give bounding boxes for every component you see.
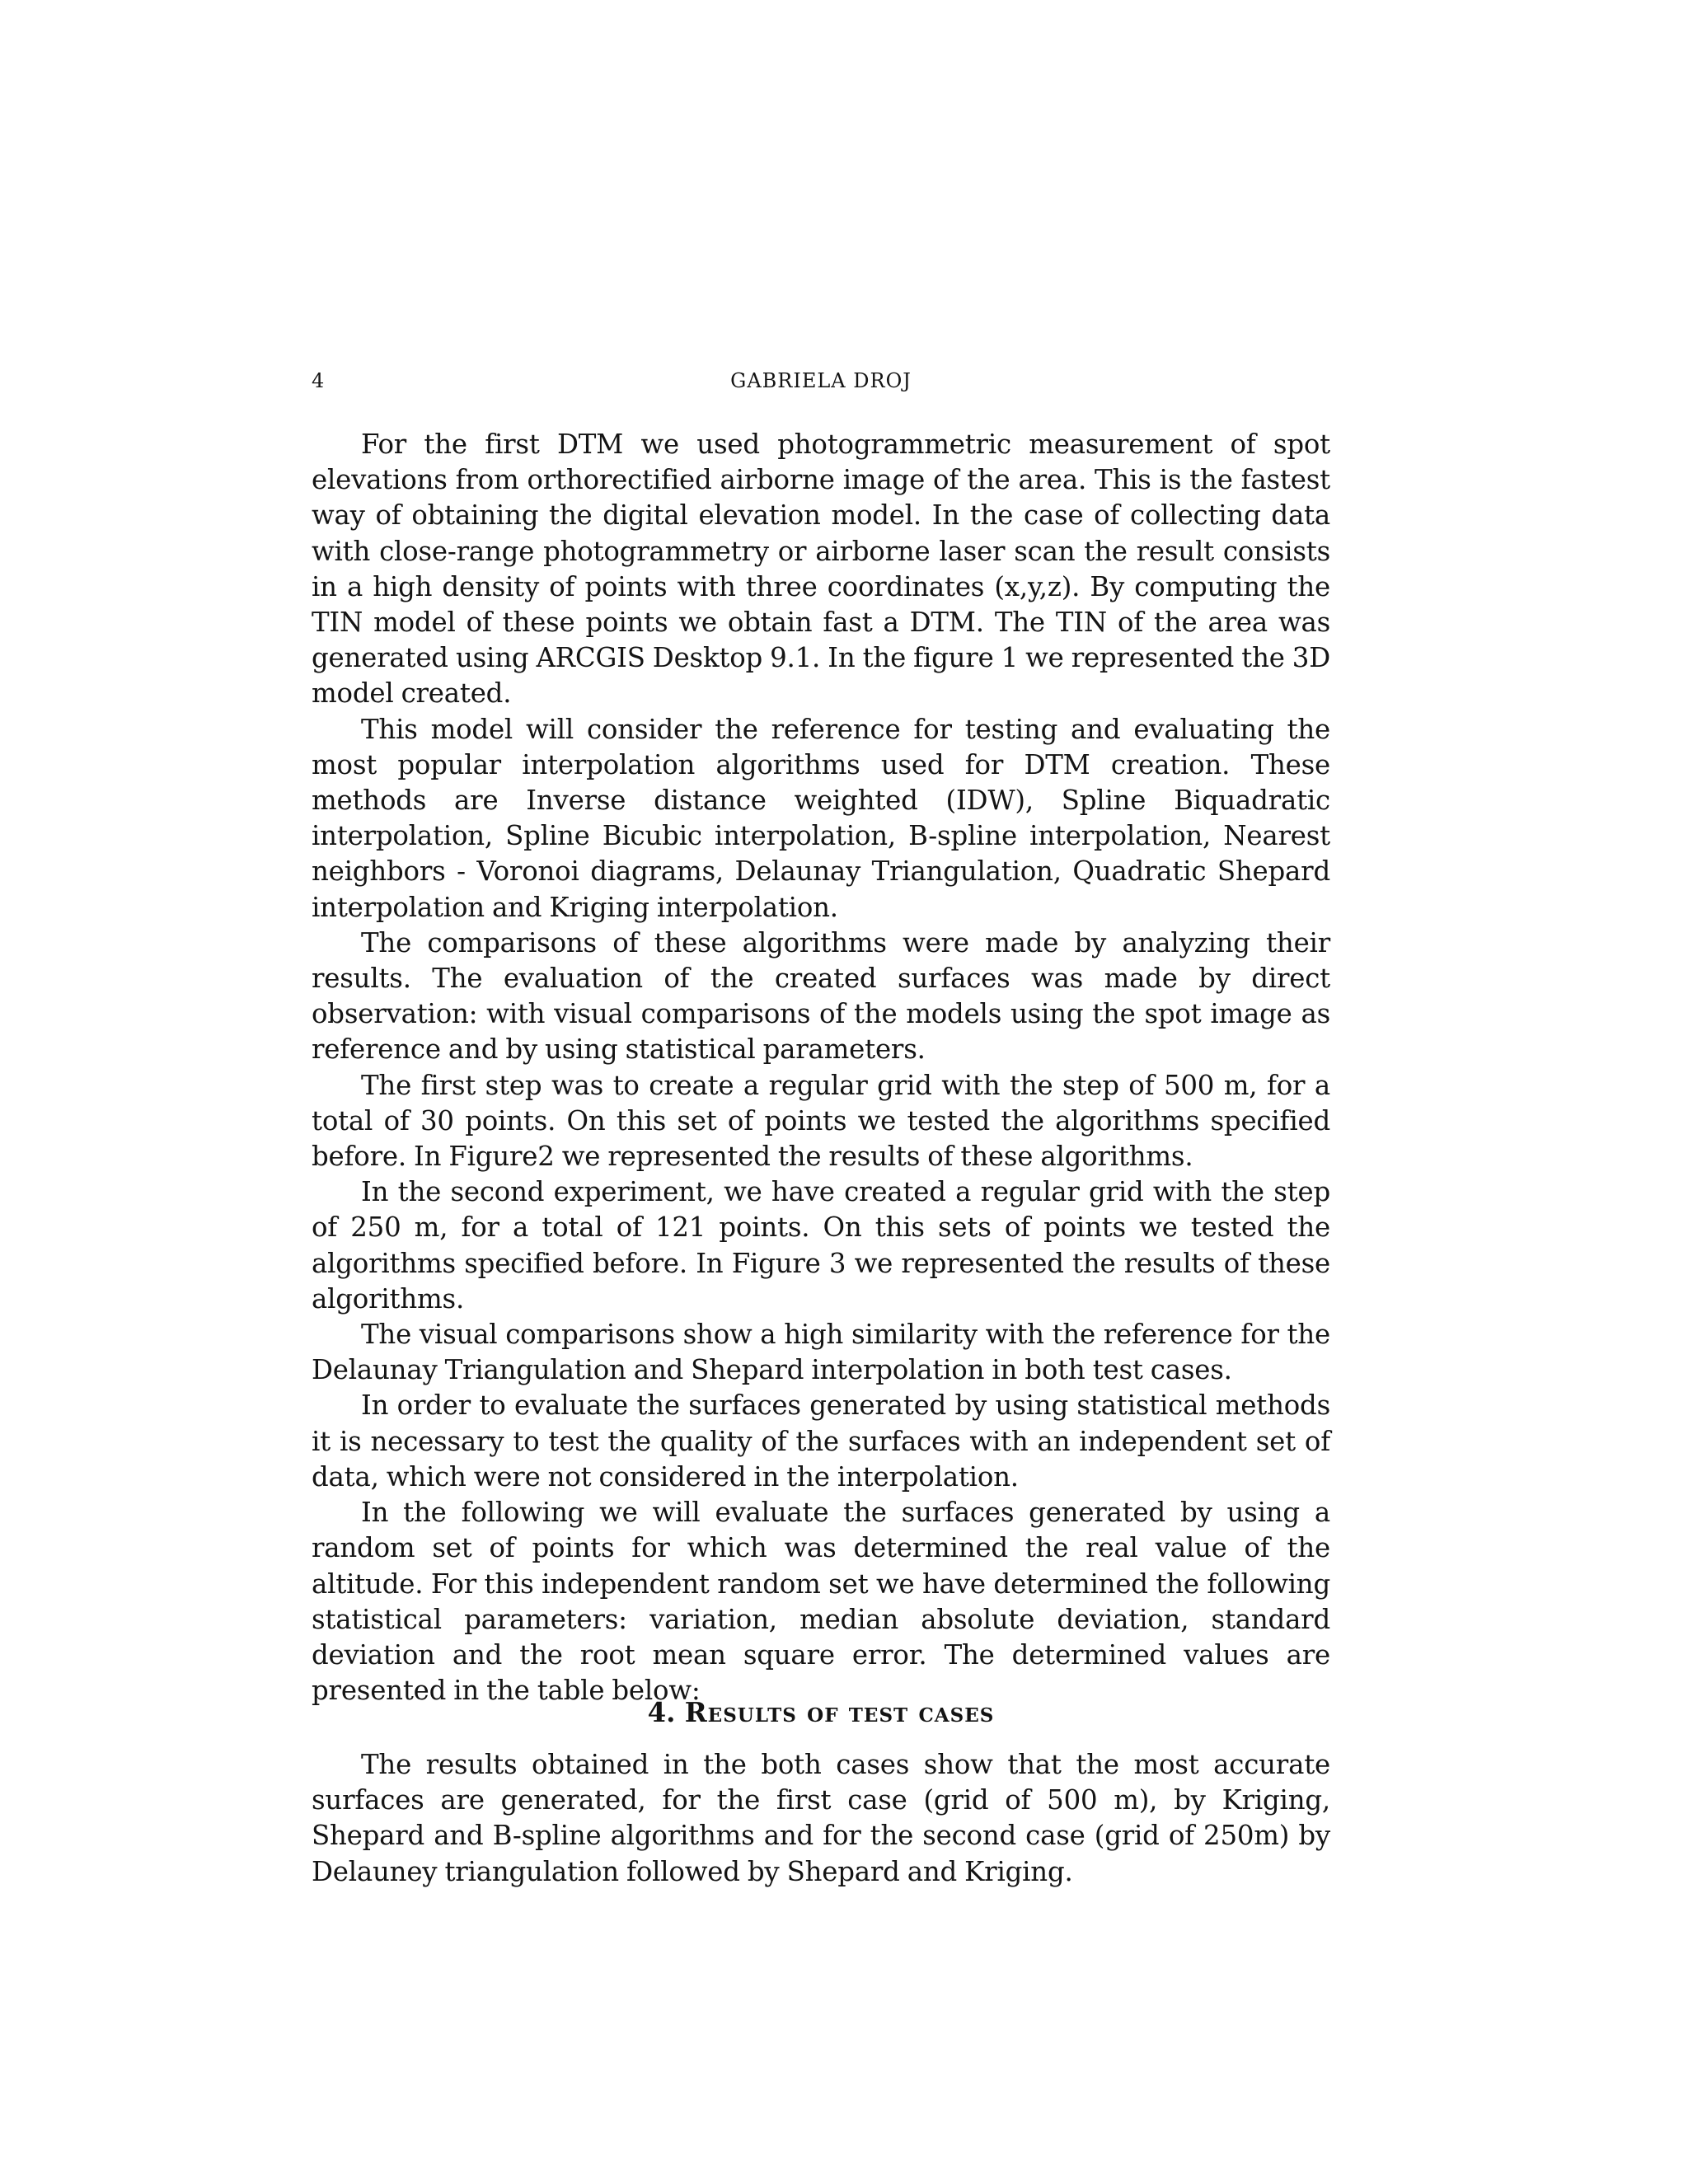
- paragraph: This model will consider the reference for testing and evaluating the most popular interpolation algorithms used for DTM creation. These methods are Inverse distance weighted (IDW), Spline Biquadratic interpolation, Spline Bicubic interpolation, B-spline interpolation, Nearest neighbors - Voronoi diagrams, Delaunay Triangulation, Quadratic Shepard interpolation and Kriging interpolation.: [312, 713, 1330, 923]
- paragraph: In the following we will evaluate the surfaces generated by using a random set of points for which was determined the real value of the altitude. For this independent random set we have determined the following statistical parameters: variation, median absolute deviation, standard deviation and the root mean square error. The determined values are presented in the table below:: [312, 1497, 1330, 1707]
- running-head: [312, 369, 1330, 402]
- paragraph: For the first DTM we used photogrammetric measurement of spot elevations from orthorectified airborne image of the area. This is the fastest way of obtaining the digital elevation model. In the case of collecting data with close-range photogrammetry or airborne laser scan the result consists in a high density of points with three coordinates (x,y,z). By computing the TIN model of these points we obtain fast a DTM. The TIN of the area was generated using ARCGIS Desktop 9.1. In the figure 1 we represented the 3D model created.: [312, 429, 1330, 710]
- section-number: 4.: [647, 1697, 676, 1728]
- paragraph: The first step was to create a regular grid with the step of 500 m, for a total of 30 points. On this set of points we tested the algorithms specified before. In Figure2 we represented the results of these algorithms.: [312, 1069, 1330, 1173]
- section-body: [312, 1747, 1330, 1890]
- paragraph: In order to evaluate the surfaces generated by using statistical methods it is necessary to test the quality of the surfaces with an independent set of data, which were not considered in the interpolation.: [312, 1390, 1330, 1493]
- section-title: Results of test cases: [684, 1697, 995, 1728]
- running-title: GABRIELA DROJ: [730, 369, 912, 392]
- paragraph: The visual comparisons show a high similarity with the reference for the Delaunay Triangulation and Shepard interpolation in both test cases.: [312, 1319, 1330, 1386]
- paragraph: The results obtained in the both cases show that the most accurate surfaces are generated, for the first case (grid of 500 m), by Kriging, Shepard and B-spline algorithms and for the second case (grid of 250m) by Delauney triangulation followed by Shepard and Kriging.: [312, 1749, 1330, 1887]
- body-text: [312, 427, 1330, 1708]
- section-heading: [312, 1695, 1330, 1731]
- page-number: 4: [312, 369, 325, 392]
- paragraph: The comparisons of these algorithms were made by analyzing their results. The evaluation of the created surfaces was made by direct observation: with visual comparisons of the models using the spot image as reference and by using statistical parameters.: [312, 926, 1330, 1066]
- paragraph: In the second experiment, we have created a regular grid with the step of 250 m, for a total of 121 points. On this sets of points we tested the algorithms specified before. In Figure 3 we represented the results of these algorithms.: [312, 1176, 1330, 1315]
